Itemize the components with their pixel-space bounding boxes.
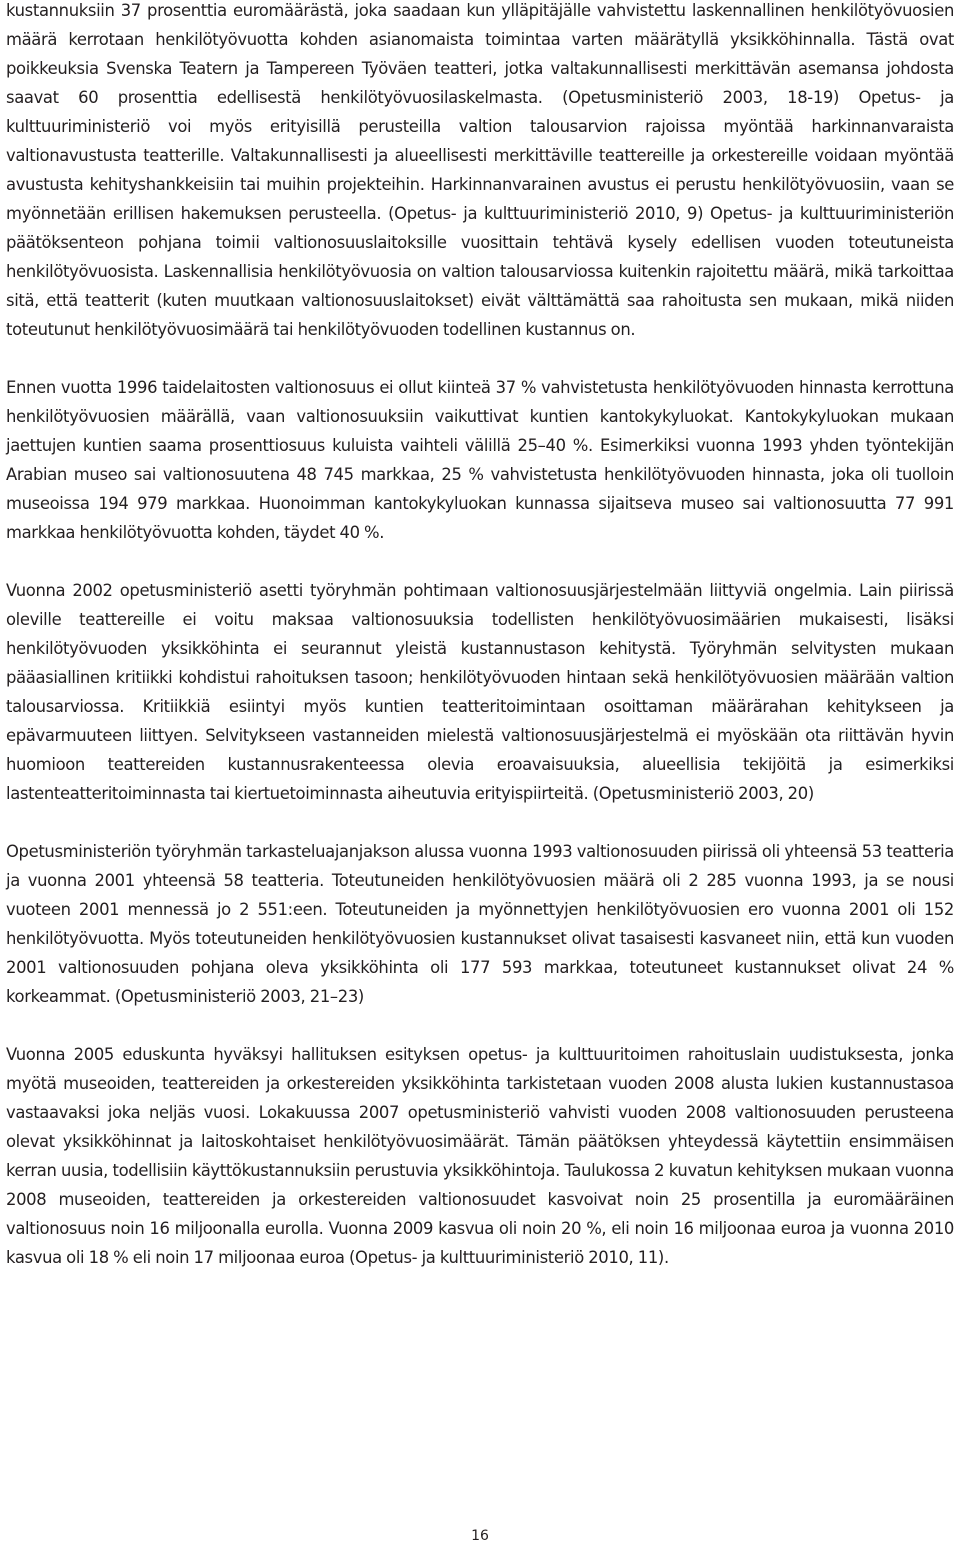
page-number: 16 (471, 1528, 489, 1544)
paragraph-2: Ennen vuotta 1996 taidelaitosten valtionosuus ei ollut kiinteä 37 % vahvistetusta henkilötyövuoden hinnasta kerrottuna henkilötyövuosien määrällä, vaan valtionosuuksiin vaikuttivat kuntien kantokykyluokat. Kantokykyluokan mukaan jaettujen kuntien saama prosenttiosuus kuluista vaihteli välillä 25–40 %. Esimerkiksi vuonna 1993 yhden työntekijän Arabian museo sai valtionosuutena 48 745 markkaa, 25 % vahvistetusta henkilötyövuoden hinnasta, joka oli tuolloin museoissa 194 979 markkaa. Huonoimman kantokykyluokan kunnassa sijaitseva museo sai valtionosuutta 77 991 markkaa henkilötyövuotta kohden, täydet 40 %. (6, 378, 954, 542)
paragraph-1: kustannuksiin 37 prosenttia euromäärästä, joka saadaan kun ylläpitäjälle vahvistettu laskennallinen henkilötyövuosien määrä kerrotaan henkilötyövuotta kohden asianomaista toimintaa varten määrätyllä yksikköhinnalla. Tästä ovat poikkeuksia Svenska Teatern ja Tampereen Työväen teatteri, jotka valtakunnallisesti merkittävän asemansa johdosta saavat 60 prosenttia edellisestä henkilötyövuosilaskelmasta. (Opetusministeriö 2003, 18-19) Opetus- ja kulttuuriministeriö voi myös erityisillä perusteilla valtion talousarvion rajoissa myöntää harkinnanvaraista valtionavustusta teatterille. Valtakunnallisesti ja alueellisesti merkittäville teattereille ja orkestereille voidaan myöntää avustusta kehityshankkeisiin tai muihin projekteihin. Harkinnanvarainen avustus ei perustu henkilötyövuosiin, vaan se myönnetään erillisen hakemuksen perusteella. (Opetus- ja kulttuuriministeriö 2010, 9) Opetus- ja kulttuuriministeriön päätöksenteon pohjana toimii valtionosuuslaitoksille vuosittain tehtävä kysely edellisen vuoden toteutuneista henkilötyövuosista. Laskennallisia henkilötyövuosia on valtion talousarviossa kuitenkin rajoitettu määrä, mikä tarkoittaa sitä, että teatterit (kuten muutkaan valtionosuuslaitokset) eivät välttämättä saa rahoitusta sen mukaan, mikä niiden toteutunut henkilötyövuosimäärä tai henkilötyövuoden todellinen kustannus on. (6, 1, 954, 339)
paragraph-3: Vuonna 2002 opetusministeriö asetti työryhmän pohtimaan valtionosuusjärjestelmään liittyviä ongelmia. Lain piirissä oleville teattereille ei voitu maksaa valtionosuuksia todellisten henkilötyövuosimäärien mukaisesti, lisäksi henkilötyövuoden yksikköhinta ei seurannut yleistä kustannustason kehitystä. Työryhmän selvitysten mukaan pääasiallinen kritiikki kohdistui rahoituksen tasoon; henkilötyövuoden hintaan sekä henkilötyövuosien määrään valtion talousarviossa. Kritiikkiä esiintyi myös kuntien teatteritoimintaan osoittaman määrärahan kehitykseen ja epävarmuuteen liittyen. Selvitykseen vastanneiden mielestä valtionosuusjärjestelmä ei myöskään ota riittävän hyvin huomioon teattereiden kustannusrakenteessa olevia eroavaisuuksia, alueellisia tekijöitä ja esimerkiksi lastenteatteritoiminnasta tai kiertuetoiminnasta aiheutuvia erityispiirteitä. (Opetusministeriö 2003, 20) (6, 581, 954, 803)
document-page (6, 0, 954, 1272)
paragraph-5: Vuonna 2005 eduskunta hyväksyi hallituksen esityksen opetus- ja kulttuuritoimen rahoituslain uudistuksesta, jonka myötä museoiden, teattereiden ja orkestereiden yksikköhinta tarkistetaan vuoden 2008 alusta lukien kustannustasoa vastaavaksi joka neljäs vuosi. Lokakuussa 2007 opetusministeriö vahvisti vuoden 2008 valtionosuuden perusteena olevat yksikköhinnat ja laitoskohtaiset henkilötyövuosimäärät. Tämän päätöksen yhteydessä käytettiin ensimmäisen kerran uusia, todellisiin käyttökustannuksiin perustuvia yksikköhintoja. Taulukossa 2 kuvatun kehityksen mukaan vuonna 2008 museoiden, teattereiden ja orkestereiden valtionosuudet kasvoivat noin 25 prosentilla ja euromääräinen valtionosuus noin 16 miljoonalla eurolla. Vuonna 2009 kasvua oli noin 20 %, eli noin 16 miljoonaa euroa ja vuonna 2010 kasvua oli 18 % eli noin 17 miljoonaa euroa (Opetus- ja kulttuuriministeriö 2010, 11). (6, 1045, 954, 1267)
paragraph-4: Opetusministeriön työryhmän tarkasteluajanjakson alussa vuonna 1993 valtionosuuden piirissä oli yhteensä 53 teatteria ja vuonna 2001 yhteensä 58 teatteria. Toteutuneiden henkilötyövuosien määrä oli 2 285 vuonna 1993, ja se nousi vuoteen 2001 mennessä jo 2 551:een. Toteutuneiden ja myönnettyjen henkilötyövuosien ero vuonna 2001 oli 152 henkilötyövuotta. Myös toteutuneiden henkilötyövuosien kustannukset olivat tasaisesti kasvaneet niin, että kun vuoden 2001 valtionosuuden pohjana oleva yksikköhinta oli 177 593 markkaa, toteutuneet kustannukset olivat 24 % korkeammat. (Opetusministeriö 2003, 21–23) (6, 842, 954, 1006)
